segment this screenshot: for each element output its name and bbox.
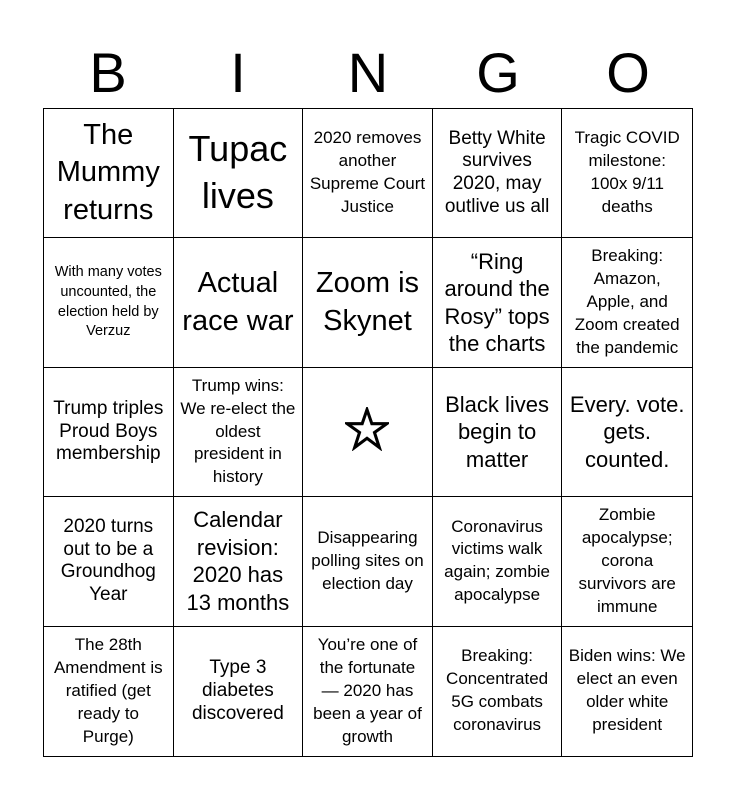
bingo-cell-14[interactable] (433, 368, 563, 497)
bingo-cell-5[interactable] (562, 109, 692, 238)
cell-text: Zoom is Skynet (315, 266, 420, 337)
cell-text: Biden wins: We elect an even older white president (568, 646, 686, 735)
bingo-cell-3[interactable] (303, 109, 433, 238)
cell-text: Breaking: Amazon, Apple, and Zoom created the pandemic (574, 246, 680, 357)
cell-text: Coronavirus victims walk again; zombie apocalypse (444, 516, 551, 605)
cell-text: The 28th Amendment is ratified (get ready to Purge) (53, 634, 163, 746)
bingo-cell-19[interactable] (433, 497, 563, 626)
cell-text: With many votes uncounted, the election held by Verzuz (54, 264, 162, 340)
bingo-cell-12[interactable] (174, 368, 304, 497)
bingo-cell-18[interactable] (303, 497, 433, 626)
bingo-cell-9[interactable] (433, 238, 563, 367)
cell-text: Calendar revision: 2020 has 13 months (186, 507, 290, 615)
bingo-cell-23[interactable] (303, 627, 433, 756)
header-letter-g: G (476, 41, 520, 104)
bingo-cell-free[interactable] (303, 368, 433, 497)
cell-text: Trump triples Proud Boys membership (53, 397, 164, 465)
header-letter-n: N (347, 41, 389, 104)
bingo-cell-24[interactable] (433, 627, 563, 756)
cell-text: Betty White survives 2020, may outlive us all (444, 127, 550, 217)
bingo-header (43, 38, 693, 108)
cell-text: 2020 turns out to be a Groundhog Year (60, 515, 156, 606)
star-icon (345, 407, 389, 456)
cell-text: 2020 removes another Supreme Court Justice (309, 128, 426, 217)
cell-text: Zombie apocalypse; corona survivors are immune (578, 505, 676, 616)
bingo-cell-16[interactable] (44, 497, 174, 626)
bingo-cell-6[interactable] (44, 238, 174, 367)
cell-text: Tupac lives (188, 128, 288, 217)
bingo-cell-21[interactable] (44, 627, 174, 756)
header-letter-b: B (89, 41, 127, 104)
cell-text: Every. vote. gets. counted. (569, 391, 685, 472)
cell-text: Actual race war (182, 266, 294, 337)
header-letter-i: I (230, 41, 246, 104)
bingo-cell-7[interactable] (174, 238, 304, 367)
bingo-cell-17[interactable] (174, 497, 304, 626)
cell-text: You’re one of the fortunate — 2020 has been a year of growth (313, 634, 422, 746)
bingo-cell-22[interactable] (174, 627, 304, 756)
bingo-cell-1[interactable] (44, 109, 174, 238)
cell-text: Black lives begin to matter (445, 391, 550, 472)
bingo-cell-2[interactable] (174, 109, 304, 238)
bingo-cell-25[interactable] (562, 627, 692, 756)
cell-text: Breaking: Concentrated 5G combats coronavirus (446, 646, 549, 735)
cell-text: The Mummy returns (56, 118, 160, 227)
cell-text: “Ring around the Rosy” tops the charts (444, 248, 550, 357)
cell-text: Disappearing polling sites on election day (311, 527, 424, 593)
cell-text: Type 3 diabetes discovered (191, 657, 284, 724)
cell-text: Trump wins: We re-elect the oldest president in history (180, 375, 296, 487)
cell-text: Tragic COVID milestone: 100x 9/11 deaths (574, 128, 680, 217)
bingo-cell-15[interactable] (562, 368, 692, 497)
bingo-cell-10[interactable] (562, 238, 692, 367)
bingo-cell-8[interactable] (303, 238, 433, 367)
bingo-grid (43, 108, 693, 757)
header-letter-o: O (606, 41, 650, 104)
bingo-cell-4[interactable] (433, 109, 563, 238)
bingo-cell-11[interactable] (44, 368, 174, 497)
bingo-cell-20[interactable] (562, 497, 692, 626)
